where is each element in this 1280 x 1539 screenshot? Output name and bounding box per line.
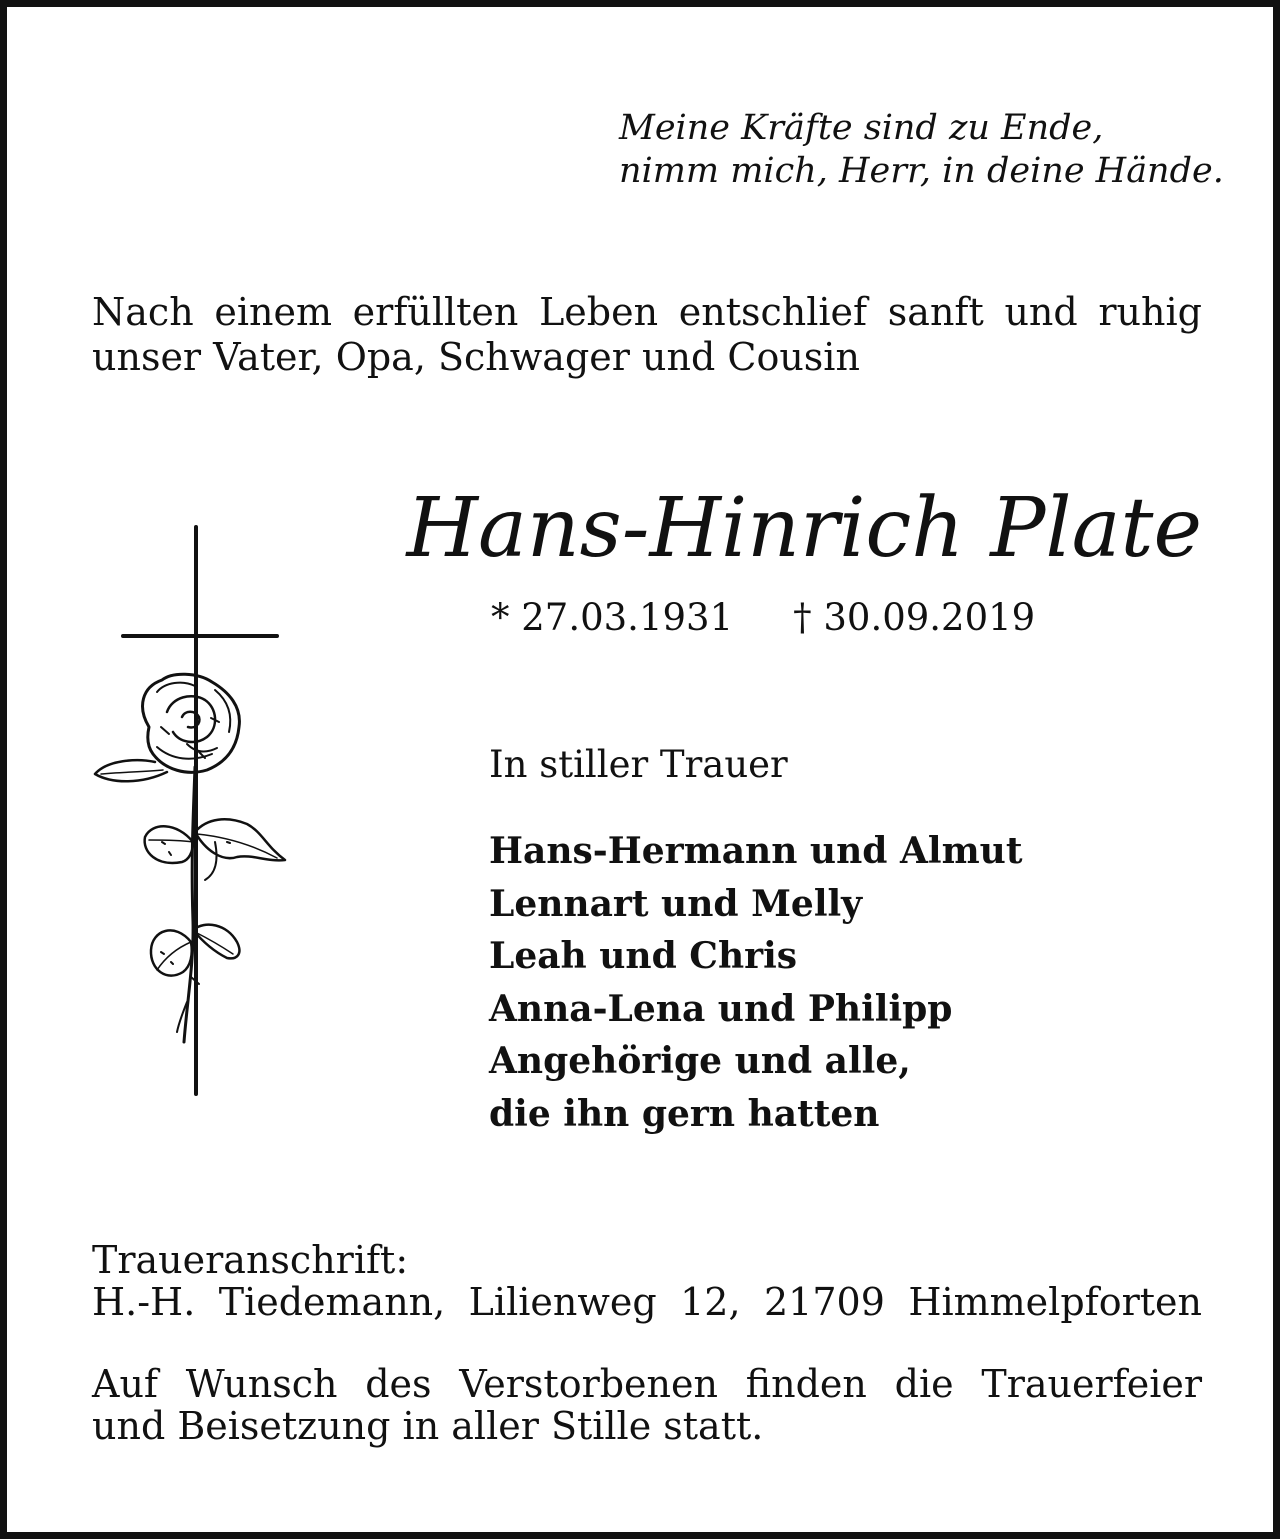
mourner-line: Hans-Hermann und Almut: [489, 830, 1023, 872]
mourner-line: die ihn gern hatten: [489, 1092, 880, 1135]
mourning-address: [92, 1239, 1202, 1323]
mourner-line: Angehörige und alle,: [489, 1040, 911, 1082]
intro-text: [92, 290, 1202, 380]
intro-line-1: Nach einem erfüllten Leben entschlief sanft und ruhig: [92, 290, 1202, 334]
life-dates: [491, 597, 1035, 639]
mourners-list: [489, 825, 1022, 1140]
death-date: † 30.09.2019: [793, 596, 1036, 639]
bible-verse: [619, 107, 1239, 193]
funeral-note-line-1: Auf Wunsch des Verstorbenen finden die Trauerfeier: [92, 1362, 1202, 1406]
address-value: H.-H. Tiedemann, Lilienweg 12, 21709 Himmelpforten: [92, 1280, 1202, 1324]
intro-line-2: unser Vater, Opa, Schwager und Cousin: [92, 335, 860, 379]
funeral-note: [92, 1363, 1202, 1447]
address-label: Traueranschrift:: [92, 1238, 409, 1282]
deceased-name: Hans-Hinrich Plate: [406, 481, 1202, 576]
mourner-line: Leah und Chris: [489, 935, 798, 977]
verse-line-2: nimm mich, Herr, in deine Hände.: [619, 151, 1224, 191]
mourning-heading: In stiller Trauer: [489, 743, 788, 786]
mourner-line: Lennart und Melly: [489, 882, 863, 925]
funeral-note-line-2: und Beisetzung in aller Stille statt.: [92, 1404, 764, 1448]
mourner-line: Anna-Lena und Philipp: [489, 987, 953, 1030]
verse-line-1: Meine Kräfte sind zu Ende,: [619, 108, 1104, 148]
cross-with-rose-icon: [87, 522, 297, 1102]
birth-date: * 27.03.1931: [491, 596, 734, 639]
